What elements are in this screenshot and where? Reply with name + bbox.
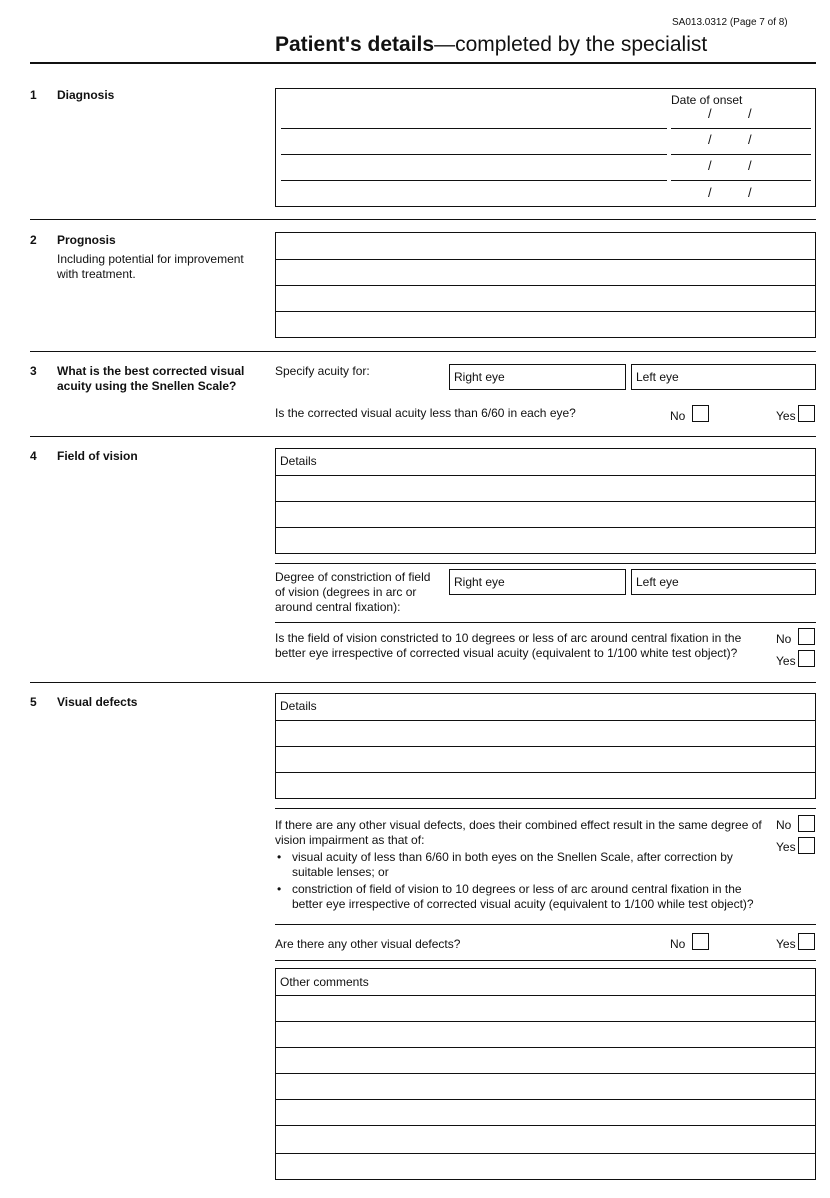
section-2-title: Prognosis: [57, 233, 116, 247]
combined-yes-checkbox[interactable]: [798, 837, 815, 854]
section-3-number: 3: [30, 364, 37, 378]
prognosis-line: [276, 285, 815, 286]
field-of-vision-details-box[interactable]: [275, 448, 816, 554]
comments-line: [276, 995, 815, 996]
comments-line: [276, 1153, 815, 1154]
no-label: No: [776, 632, 792, 646]
comments-line: [276, 1099, 815, 1100]
comments-line: [276, 1047, 815, 1048]
section-divider: [30, 436, 816, 437]
field-divider: [275, 960, 816, 961]
criteria-item: • constriction of field of vision to 10 degrees or less of arc around central fixation in the better eye irrespective of corrected visual acuity (equivalent to 1/100 while test object)?: [275, 882, 765, 912]
no-label: No: [670, 409, 686, 423]
comments-line: [276, 1073, 815, 1074]
right-eye-constriction-field[interactable]: [449, 569, 626, 595]
yes-label: Yes: [776, 654, 796, 668]
no-label: No: [776, 818, 792, 832]
details-line: [276, 772, 815, 773]
page-title-rest: —completed by the specialist: [434, 33, 708, 56]
field-divider: [275, 808, 816, 809]
combined-no-checkbox[interactable]: [798, 815, 815, 832]
left-eye-acuity-field[interactable]: [631, 364, 816, 390]
acuity-yes-checkbox[interactable]: [798, 405, 815, 422]
acuity-no-checkbox[interactable]: [692, 405, 709, 422]
date-slash: /: [708, 132, 712, 147]
visual-defects-details-box[interactable]: [275, 693, 816, 799]
diagnosis-box: [275, 88, 816, 207]
diagnosis-line-1[interactable]: [281, 128, 667, 129]
details-label: Details: [280, 454, 317, 468]
section-5-number: 5: [30, 695, 37, 709]
acuity-question: Is the corrected visual acuity less than 6/60 in each eye?: [275, 406, 576, 420]
date-slash: /: [748, 158, 752, 173]
date-slash: /: [708, 185, 712, 200]
date-slash: /: [708, 158, 712, 173]
details-line: [276, 720, 815, 721]
criteria-item: • visual acuity of less than 6/60 in both eyes on the Snellen Scale, after correction by suitable lenses; or: [275, 850, 765, 880]
combined-effect-question: [275, 818, 765, 912]
form-reference: SA013.0312 (Page 7 of 8): [672, 17, 788, 28]
date-slash: /: [748, 132, 752, 147]
other-defects-yes-checkbox[interactable]: [798, 933, 815, 950]
section-1-title: Diagnosis: [57, 88, 115, 102]
date-slash: /: [748, 185, 752, 200]
left-eye-constriction-field[interactable]: [631, 569, 816, 595]
date-of-onset-label: Date of onset: [671, 93, 743, 107]
date-slash: /: [748, 106, 752, 121]
field-divider: [275, 924, 816, 925]
page-title: [275, 33, 707, 57]
combined-effect-intro: If there are any other visual defects, does their combined effect result in the same degree of vision impairment as that of:: [275, 818, 762, 847]
other-comments-box[interactable]: [275, 968, 816, 1180]
prognosis-line: [276, 259, 815, 260]
field-divider: [275, 563, 816, 564]
page-title-bold: Patient's details: [275, 33, 435, 56]
section-5-title: Visual defects: [57, 695, 138, 709]
diagnosis-line-2[interactable]: [281, 154, 667, 155]
other-comments-label: Other comments: [280, 975, 369, 989]
constriction-label: Degree of constriction of field of vision (degrees in arc or around central fixation):: [275, 570, 431, 614]
section-divider: [30, 219, 816, 220]
details-line: [276, 746, 815, 747]
section-4-number: 4: [30, 449, 37, 463]
section-4-title: Field of vision: [57, 449, 138, 463]
date-slash: /: [708, 106, 712, 121]
details-line: [276, 501, 815, 502]
other-defects-no-checkbox[interactable]: [692, 933, 709, 950]
left-eye-label: Left eye: [636, 370, 679, 384]
no-label: No: [670, 937, 686, 951]
other-defects-question: Are there any other visual defects?: [275, 937, 461, 951]
section-divider: [30, 351, 816, 352]
details-label: Details: [280, 699, 317, 713]
section-3-title: What is the best corrected visual acuity using the Snellen Scale?: [57, 364, 245, 393]
specify-acuity-label: Specify acuity for:: [275, 364, 370, 378]
date-line-1[interactable]: [671, 128, 811, 129]
prognosis-box[interactable]: [275, 232, 816, 338]
section-2-number: 2: [30, 233, 37, 247]
right-eye-label: Right eye: [454, 370, 505, 384]
section-2-description: Including potential for improvement with treatment.: [57, 252, 244, 281]
yes-label: Yes: [776, 840, 796, 854]
criteria-list: [275, 850, 765, 912]
diagnosis-line-3[interactable]: [281, 180, 667, 181]
field-constriction-question: Is the field of vision constricted to 10 degrees or less of arc around central fixation in the better eye irrespective of corrected visual acuity (equivalent to 1/100 white test object)?: [275, 631, 742, 660]
header-rule: [30, 62, 816, 64]
right-eye-acuity-field[interactable]: [449, 364, 626, 390]
left-eye-label: Left eye: [636, 575, 679, 589]
yes-label: Yes: [776, 937, 796, 951]
date-line-3[interactable]: [671, 180, 811, 181]
yes-label: Yes: [776, 409, 796, 423]
field-yes-checkbox[interactable]: [798, 650, 815, 667]
comments-line: [276, 1021, 815, 1022]
prognosis-line: [276, 311, 815, 312]
right-eye-label: Right eye: [454, 575, 505, 589]
date-line-2[interactable]: [671, 154, 811, 155]
field-divider: [275, 622, 816, 623]
comments-line: [276, 1125, 815, 1126]
field-no-checkbox[interactable]: [798, 628, 815, 645]
section-1-number: 1: [30, 88, 37, 102]
details-line: [276, 527, 815, 528]
details-line: [276, 475, 815, 476]
section-divider: [30, 682, 816, 683]
